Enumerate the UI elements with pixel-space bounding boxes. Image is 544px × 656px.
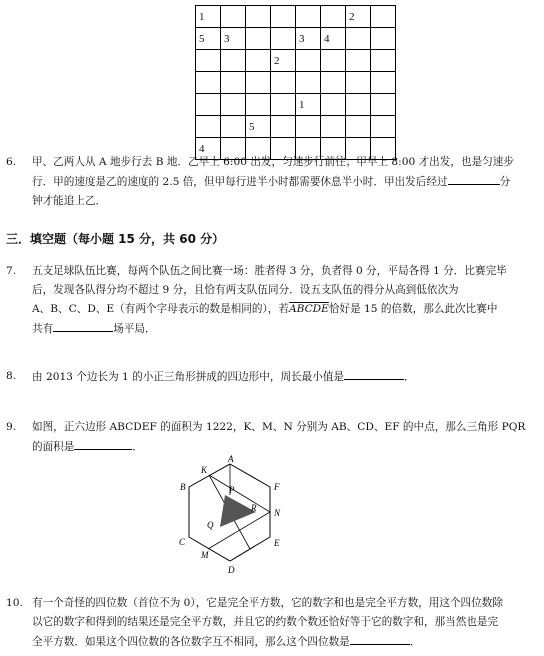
label-p: P <box>229 485 235 495</box>
grid-cell: 1 <box>296 94 321 116</box>
answer-blank[interactable] <box>53 319 113 332</box>
grid-cell <box>346 28 371 50</box>
grid-cell <box>246 28 271 50</box>
question-text: 如图，正六边形 ABCDEF 的面积为 1222，K、M、N 分别为 AB、CD、EF 的中点，那么三角形 PQR <box>32 421 526 433</box>
answer-blank[interactable] <box>448 172 500 185</box>
label-n: N <box>274 508 281 518</box>
grid-cell: 2 <box>271 50 296 72</box>
grid-cell <box>196 50 221 72</box>
question-text: 全平方数．如果这个四位数的各位数字互不相同，那么这个四位数是 <box>32 636 350 648</box>
grid-cell <box>196 72 221 94</box>
question-number: 6. <box>6 156 17 168</box>
label-c: C <box>179 537 186 547</box>
grid-cell <box>221 50 246 72</box>
answer-blank[interactable] <box>350 632 410 645</box>
question-number: 7. <box>6 265 17 277</box>
label-d: D <box>228 565 235 575</box>
grid-cell <box>371 72 396 94</box>
label-k: K <box>201 465 208 475</box>
grid-row <box>196 116 396 138</box>
question-text: 行．甲的速度是乙的速度的 2.5 倍，但甲每行进半小时都需要休息半小时．甲出发后经过 <box>32 176 448 188</box>
grid-cell: 3 <box>221 28 246 50</box>
grid-cell <box>321 72 346 94</box>
grid-cell <box>371 94 396 116</box>
grid-cell <box>221 116 246 138</box>
question-text: 五支足球队伍比赛，每两个队伍之间比赛一场：胜者得 3 分，负者得 0 分，平局各得 1 分．比赛完毕 <box>32 265 507 277</box>
grid-cell <box>271 6 296 28</box>
number-grid <box>195 5 396 160</box>
grid-cell: 5 <box>246 116 271 138</box>
question-8 <box>6 367 538 387</box>
grid-cell: 2 <box>346 6 371 28</box>
grid-cell <box>296 50 321 72</box>
grid-cell <box>246 50 271 72</box>
overlined-number: ABCDE <box>288 303 329 315</box>
question-7 <box>6 262 538 339</box>
section-heading: 三．填空题（每小题 15 分，共 60 分） <box>6 232 225 246</box>
grid-cell <box>246 94 271 116</box>
label-r: R <box>251 503 257 513</box>
grid-row <box>196 50 396 72</box>
question-number: 10. <box>6 597 23 609</box>
grid-cell <box>271 72 296 94</box>
question-text: 场平局． <box>113 323 156 335</box>
grid-row <box>196 72 396 94</box>
question-text: ． <box>409 636 421 648</box>
question-text: 有一个奇怪的四位数（首位不为 0），它是完全平方数，它的数字和也是完全平方数，用这个四位数除 <box>32 597 503 609</box>
grid-cell: 3 <box>296 28 321 50</box>
grid-cell <box>321 50 346 72</box>
grid-cell <box>371 116 396 138</box>
grid-cell <box>271 116 296 138</box>
label-m: M <box>201 550 209 560</box>
answer-blank[interactable] <box>344 367 404 380</box>
grid-row <box>196 28 396 50</box>
grid-cell <box>271 94 296 116</box>
grid-cell: 5 <box>196 28 221 50</box>
question-text: 分 <box>499 176 511 188</box>
grid-cell <box>221 72 246 94</box>
label-f: F <box>274 482 280 492</box>
grid-cell <box>346 50 371 72</box>
grid-cell <box>246 72 271 94</box>
hexagon-diagram <box>170 455 300 580</box>
grid-cell <box>296 72 321 94</box>
grid-cell <box>271 28 296 50</box>
question-text: 的面积是 <box>32 441 75 453</box>
question-text: 甲、乙两人从 A 地步行去 B 地．乙早上 6:00 出发，匀速步行前往；甲早上 8:00 才出发，也是匀速步 <box>32 156 514 168</box>
grid-row <box>196 6 396 28</box>
grid-cell: 4 <box>321 28 346 50</box>
grid-cell: 4 <box>196 138 221 160</box>
question-text: A、B、C、D、E（有两个字母表示的数是相同的），若 <box>32 303 289 315</box>
question-text: 共有 <box>32 323 54 335</box>
question-text: 由 2013 个边长为 1 的小正三角形拼成的四边形中，周长最小值是 <box>32 371 345 383</box>
grid-cell: 1 <box>196 6 221 28</box>
grid-cell <box>296 6 321 28</box>
grid-cell <box>221 6 246 28</box>
grid-cell <box>196 94 221 116</box>
grid-cell <box>196 116 221 138</box>
grid-cell <box>346 116 371 138</box>
question-number: 8. <box>6 370 17 382</box>
question-text: ． <box>132 441 143 453</box>
label-a: A <box>228 455 234 464</box>
question-text: 以它的数字和得到的结果还是完全平方数，并且它的约数个数还恰好等于它的数字和，那当然也是完 <box>32 616 499 628</box>
question-text: 后，发现各队得分均不超过 9 分，且恰有两支队伍同分．设五支队伍的得分从高到低依次为 <box>32 284 459 296</box>
answer-blank[interactable] <box>74 437 132 450</box>
grid-cell <box>371 6 396 28</box>
label-b: B <box>180 482 186 492</box>
question-text: 钟才能追上乙． <box>32 195 107 207</box>
label-q: Q <box>207 520 214 530</box>
grid-cell <box>321 6 346 28</box>
question-text: ． <box>404 371 415 383</box>
grid-cell <box>346 94 371 116</box>
grid-cell <box>321 116 346 138</box>
question-text: 恰好是 15 的倍数，那么此次比赛中 <box>328 303 498 315</box>
grid-cell <box>371 28 396 50</box>
question-10 <box>6 594 538 652</box>
grid-cell <box>321 94 346 116</box>
grid-cell <box>221 94 246 116</box>
question-6 <box>6 153 538 211</box>
grid-cell <box>296 116 321 138</box>
question-number: 9. <box>6 421 17 433</box>
grid-cell <box>346 72 371 94</box>
label-e: E <box>274 538 280 548</box>
grid-row <box>196 94 396 116</box>
grid-cell <box>371 50 396 72</box>
grid-cell <box>246 6 271 28</box>
question-9 <box>6 418 538 457</box>
